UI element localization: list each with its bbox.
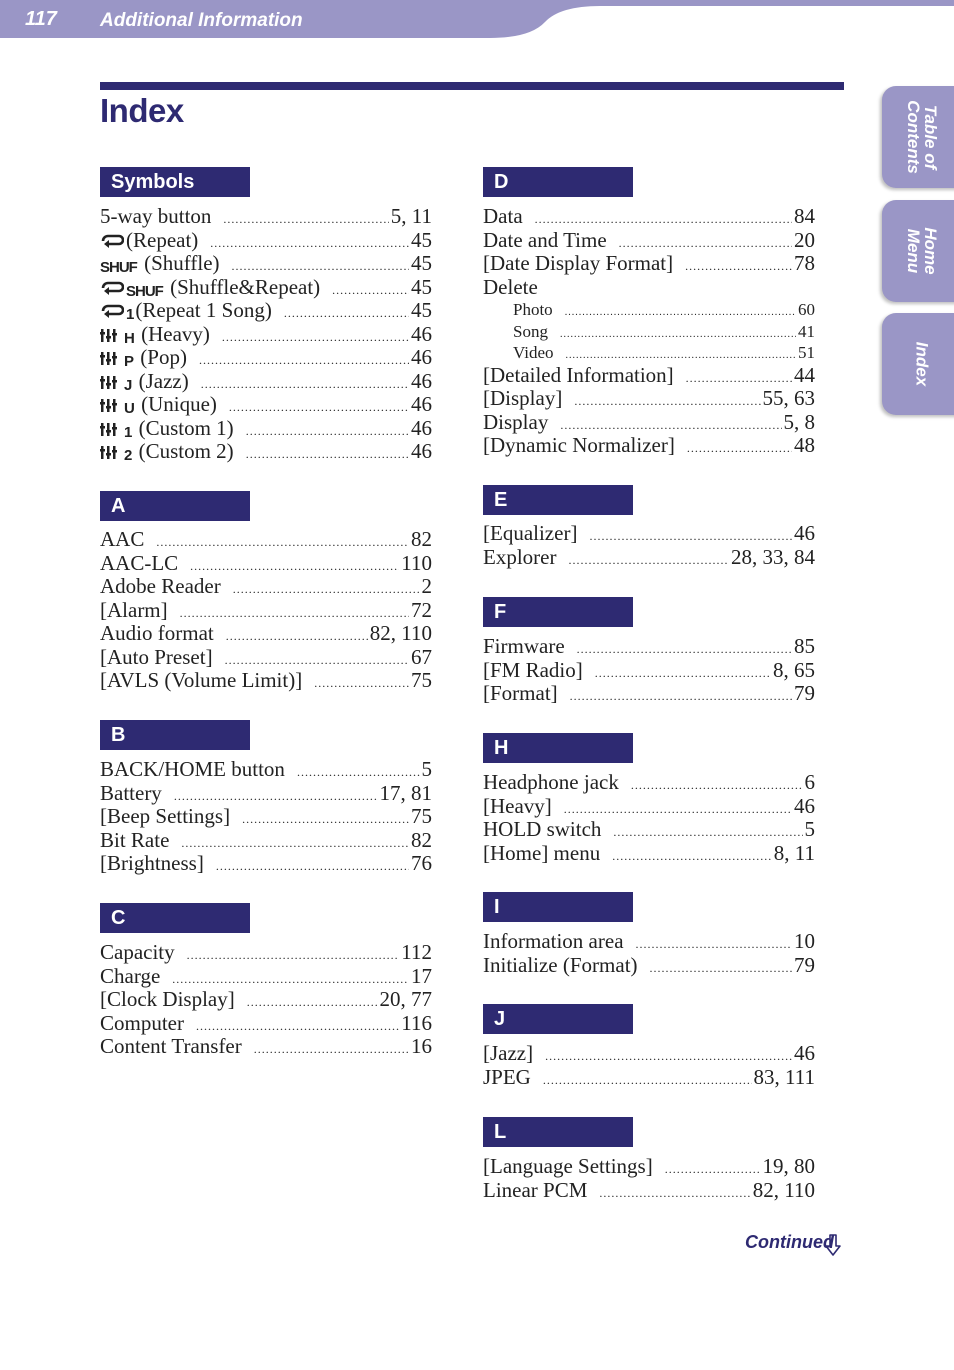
entry-pages: 72 [411, 597, 432, 622]
tab-label: Home Menu [904, 227, 940, 275]
index-entry[interactable] [483, 434, 815, 458]
equalizer-icon [100, 327, 122, 343]
tab-index[interactable] [882, 313, 954, 415]
section-f [483, 635, 815, 706]
index-entry[interactable] [483, 205, 815, 229]
index-entry[interactable] [100, 370, 432, 394]
section-heading-l: L [483, 1117, 633, 1147]
heavy-eq-icon: H [124, 329, 134, 347]
index-entry[interactable] [483, 682, 815, 706]
entry-term: Content Transfer [100, 1034, 242, 1058]
section-heading-j: J [483, 1004, 633, 1034]
entry-pages: 46 [411, 321, 432, 346]
entry-term: Photo [513, 300, 553, 319]
entry-term: BACK/HOME button [100, 757, 285, 781]
tab-table-of-contents[interactable] [882, 86, 954, 188]
section-heading-i: I [483, 892, 633, 922]
entry-term: Adobe Reader [100, 574, 221, 598]
entry-term: [Auto Preset] [100, 644, 213, 669]
entry-pages: 19, 80 [762, 1154, 815, 1178]
section-heading-b: B [100, 720, 250, 750]
entry-term: Computer [100, 1010, 184, 1035]
index-entry[interactable] [100, 323, 432, 347]
entry-term: [FM Radio] [483, 657, 583, 682]
entry-pages: 46 [411, 415, 432, 440]
repeat-icon [100, 303, 124, 319]
index-entry[interactable] [483, 1179, 815, 1203]
index-entry[interactable] [483, 1155, 815, 1179]
index-entry[interactable] [483, 818, 815, 842]
entry-pages: 83, 111 [753, 1064, 815, 1089]
entry-term: [Display] [483, 386, 563, 410]
entry-pages: 10 [794, 929, 815, 953]
index-entry[interactable] [100, 440, 432, 464]
equalizer-icon [100, 397, 122, 413]
repeat-icon [100, 233, 124, 249]
index-entry[interactable] [483, 411, 815, 435]
index-entry[interactable] [483, 771, 815, 795]
section-c [100, 941, 432, 1059]
entry-term: JPEG [483, 1064, 531, 1089]
section-heading-e: E [483, 485, 633, 515]
entry-term: [Brightness] [100, 851, 204, 875]
entry-pages: 45 [411, 274, 432, 299]
entry-pages: 76 [411, 851, 432, 875]
entry-pages: 78 [794, 251, 815, 275]
entry-pages: 46 [794, 521, 815, 545]
index-entry[interactable] [483, 795, 815, 819]
entry-pages: 5 [804, 817, 815, 841]
entry-term: AAC [100, 527, 145, 551]
entry-pages: 48 [794, 433, 815, 457]
entry-term: Display [483, 409, 549, 434]
section-symbols [100, 205, 432, 464]
entry-pages: 45 [411, 298, 432, 322]
index-entry[interactable] [483, 659, 815, 683]
entry-term: (Custom 1) [138, 415, 234, 440]
index-entry[interactable] [100, 393, 432, 417]
page-number: 117 [25, 8, 57, 30]
entry-pages: 84 [794, 204, 815, 228]
equalizer-icon [100, 421, 122, 437]
entry-term: Firmware [483, 634, 565, 658]
entry-pages: 79 [794, 952, 815, 977]
index-entry[interactable] [483, 954, 815, 978]
index-entry[interactable] [483, 364, 815, 388]
entry-pages: 20 [794, 227, 815, 252]
section-i [483, 930, 815, 977]
custom-eq-icon: 2 [124, 447, 132, 464]
index-entry-parent [483, 276, 815, 300]
pop-eq-icon: P [124, 353, 134, 370]
entry-pages: 60 [798, 300, 815, 319]
index-entry[interactable] [100, 622, 432, 646]
entry-term: Initialize (Format) [483, 952, 638, 977]
entry-term: (Shuffle) [144, 251, 220, 275]
index-entry[interactable] [483, 1066, 815, 1090]
index-entry[interactable] [100, 346, 432, 370]
custom-eq-icon: 1 [124, 423, 132, 441]
equalizer-icon [100, 374, 122, 390]
entry-term: [Date Display Format] [483, 251, 674, 275]
entry-pages: 45 [411, 227, 432, 252]
entry-term: (Repeat) [126, 227, 199, 252]
index-entry[interactable] [100, 205, 432, 229]
entry-term: (Custom 2) [138, 439, 234, 463]
entry-term: (Heavy) [141, 321, 210, 346]
entry-term: [Beep Settings] [100, 804, 231, 828]
section-j [483, 1042, 815, 1089]
unique-eq-icon: U [124, 400, 134, 417]
index-entry[interactable] [100, 229, 432, 253]
entry-term: (Unique) [141, 392, 217, 416]
entry-term: Bit Rate [100, 827, 170, 852]
entry-term: 5-way button [100, 204, 212, 228]
index-entry[interactable] [100, 599, 432, 623]
entry-pages: 46 [411, 345, 432, 369]
equalizer-icon [100, 350, 122, 366]
entry-term: (Shuffle&Repeat) [170, 274, 321, 299]
entry-term: HOLD switch [483, 817, 602, 841]
entry-pages: 75 [411, 804, 432, 828]
entry-term: [Dynamic Normalizer] [483, 433, 675, 457]
section-heading-symbols: Symbols [100, 167, 250, 197]
title-rule [100, 82, 844, 90]
index-entry[interactable] [100, 552, 432, 576]
index-entry[interactable] [100, 669, 432, 693]
section-heading-f: F [483, 597, 633, 627]
index-entry[interactable] [100, 417, 432, 441]
entry-pages: 75 [411, 668, 432, 692]
index-entry[interactable] [100, 528, 432, 552]
entry-pages: 28, 33, 84 [731, 544, 815, 569]
entry-term: Battery [100, 780, 162, 805]
index-subentry[interactable] [483, 321, 815, 343]
entry-pages: 82 [411, 827, 432, 852]
entry-term: [Alarm] [100, 597, 168, 622]
index-entry[interactable] [483, 1042, 815, 1066]
entry-pages: 46 [411, 368, 432, 393]
entry-term: [Jazz] [483, 1041, 534, 1065]
page-title: Index [100, 92, 184, 129]
entry-pages: 46 [411, 439, 432, 463]
repeat-icon [100, 280, 124, 296]
entry-term: Delete [483, 274, 538, 299]
entry-pages: 116 [401, 1010, 432, 1035]
index-entry[interactable] [100, 276, 432, 300]
entry-term: AAC-LC [100, 550, 179, 575]
entry-term: Capacity [100, 940, 175, 964]
entry-term: (Repeat 1 Song) [135, 298, 272, 322]
entry-pages: 51 [798, 343, 815, 362]
index-entry[interactable] [100, 1012, 432, 1036]
entry-pages: 17, 81 [379, 780, 432, 805]
entry-pages: 6 [804, 770, 815, 794]
section-heading-a: A [100, 491, 250, 521]
index-entry[interactable] [100, 646, 432, 670]
entry-pages: 16 [411, 1034, 432, 1058]
tab-home-menu[interactable] [882, 200, 954, 302]
entry-pages: 85 [794, 634, 815, 658]
entry-pages: 46 [794, 793, 815, 818]
entry-pages: 8, 65 [773, 657, 815, 682]
entry-pages: 17 [411, 963, 432, 988]
entry-term: (Pop) [140, 345, 187, 369]
entry-term: [Format] [483, 681, 558, 705]
index-entry[interactable] [100, 782, 432, 806]
index-entry[interactable] [483, 252, 815, 276]
entry-pages: 82, 110 [752, 1177, 815, 1202]
entry-term: Video [513, 343, 554, 362]
index-entry[interactable] [483, 546, 815, 570]
entry-term: Charge [100, 963, 161, 988]
entry-term: Data [483, 204, 523, 228]
entry-term: [Clock Display] [100, 987, 235, 1011]
index-entry[interactable] [100, 829, 432, 853]
index-entry[interactable] [100, 805, 432, 829]
index-entry[interactable] [100, 252, 432, 276]
index-entry[interactable] [100, 988, 432, 1012]
entry-pages: 46 [411, 392, 432, 416]
continued-link[interactable]: Continued [745, 1232, 834, 1252]
entry-pages: 5, 11 [390, 204, 432, 228]
entry-pages: 20, 77 [379, 987, 432, 1011]
entry-term: Linear PCM [483, 1177, 588, 1202]
section-l [483, 1155, 815, 1202]
index-entry[interactable] [100, 852, 432, 876]
entry-term: Information area [483, 929, 624, 953]
index-entry[interactable] [483, 842, 815, 866]
index-entry[interactable] [100, 758, 432, 782]
section-e [483, 522, 815, 569]
arrow-down-icon[interactable] [824, 1234, 842, 1256]
entry-term: Explorer [483, 544, 557, 569]
entry-pages: 41 [798, 321, 815, 341]
shuffle-icon: SHUF [126, 282, 163, 300]
entry-term: [Detailed Information] [483, 362, 674, 387]
entry-pages: 55, 63 [762, 386, 815, 410]
entry-term: [AVLS (Volume Limit)] [100, 668, 303, 692]
entry-term: [Language Settings] [483, 1154, 653, 1178]
index-entry[interactable] [100, 965, 432, 989]
repeat-one-icon: 1 [126, 306, 134, 323]
entry-pages: 79 [794, 681, 815, 705]
index-entry[interactable] [483, 387, 815, 411]
index-entry[interactable] [100, 575, 432, 599]
entry-pages: 46 [794, 1041, 815, 1065]
section-d [483, 205, 815, 458]
section-b [100, 758, 432, 876]
shuffle-icon: SHUF [100, 259, 137, 276]
index-entry[interactable] [483, 635, 815, 659]
entry-term: Song [513, 321, 548, 341]
tab-label: Index [912, 341, 932, 387]
index-entry[interactable] [100, 1035, 432, 1059]
tab-label: Table of Contents [904, 100, 940, 174]
entry-term: [Equalizer] [483, 521, 578, 545]
entry-pages: 2 [421, 574, 432, 598]
jazz-eq-icon: J [124, 376, 132, 394]
entry-pages: 82, 110 [369, 621, 432, 645]
index-subentry[interactable] [483, 342, 815, 364]
entry-pages: 8, 11 [773, 840, 815, 865]
entry-term: Headphone jack [483, 770, 619, 794]
index-entry[interactable] [100, 299, 432, 323]
entry-pages: 67 [411, 644, 432, 669]
entry-pages: 82 [411, 527, 432, 551]
section-h [483, 771, 815, 865]
index-entry[interactable] [483, 229, 815, 253]
section-heading-c: C [100, 903, 250, 933]
header-bar [0, 0, 954, 40]
section-heading-h: H [483, 733, 633, 763]
entry-term: (Jazz) [138, 368, 189, 393]
entry-term: Audio format [100, 621, 214, 645]
equalizer-icon [100, 444, 122, 460]
index-subentry[interactable] [483, 299, 815, 321]
index-entry[interactable] [483, 522, 815, 546]
section-title: Additional Information [100, 10, 303, 31]
section-a [100, 528, 432, 693]
section-heading-d: D [483, 167, 633, 197]
entry-term: [Heavy] [483, 793, 552, 818]
entry-pages: 5, 8 [783, 409, 815, 434]
entry-pages: 112 [401, 940, 432, 964]
index-entry[interactable] [483, 930, 815, 954]
entry-pages: 45 [411, 251, 432, 275]
entry-pages: 110 [401, 550, 432, 575]
index-entry[interactable] [100, 941, 432, 965]
entry-pages: 5 [421, 757, 432, 781]
entry-pages: 44 [794, 362, 815, 387]
entry-term: [Home] menu [483, 840, 601, 865]
entry-term: Date and Time [483, 227, 607, 252]
